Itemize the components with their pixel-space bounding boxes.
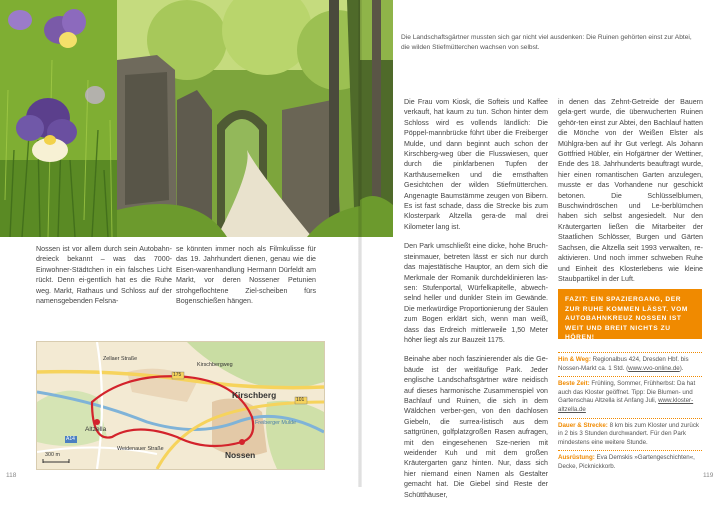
page-number-left: 118 [6, 472, 17, 479]
left-paragraph-2: se könnten immer noch als Filmkulisse für das 19. Jahrhundert dienen, genau wie die Eisen-warenhandlung Hermann Dürfeldt am Markt, vor deren Nossener Petunien strohgeflochtene Ziel-scheiben fürs Bogenschießen hängen. [176, 245, 316, 306]
info-link[interactable]: www.vvo-online.de [628, 364, 680, 372]
summary-tip-box: FAZIT: EIN SPAZIERGANG, DER ZUR RUHE KOMMEN LÄSST. VOM AUTOBAHNKREUZ NOSSEN IST WEIT UND BREIT NICHTS ZU HÖREN! [558, 289, 702, 339]
info-duration: Dauer & Strecke: 8 km bis zum Kloster und zurück in 2 bis 3 Stunden durchwandert. Für den Park mindestens eine weitere Stunde. [558, 418, 702, 448]
map-label-zellaer-strasse: Zellaer Straße [103, 356, 138, 362]
book-gutter [358, 0, 362, 487]
page-number-right: 119 [703, 472, 714, 479]
map-label-kirschbergweg: Kirschbergweg [197, 362, 233, 368]
monastery-ruins-photo-continued [360, 0, 393, 237]
route-map [36, 341, 325, 470]
right-paragraph-3: Beinahe aber noch faszinierender als die Ge-bäude ist der weitläufige Park. Jeder englische Landschaftsgärtner wäre neidisch auf dieses harmonische Zusammenspiel von Bachlauf und Ruinen, die sich in dem Wäldchen verber-gen, von den dachlosen Giebeln, die surrea-listisch aus dem sattgrünen, golfplatzgroßen Rasen aufragen, mit den eingesehenen Sze-nerien mit weidender Kuh und mit dem großen Kräutergarten ganz hinten. Nur, dass sich hier niemand einen Namen als Gestalter gemacht hat. Die Giebel sind Reste der Schütthäuser, [404, 355, 548, 499]
pansy-flowers-photo [0, 0, 117, 237]
photo-caption: Die Landschaftsgärtner mussten sich gar nicht viel ausdenken: Die Ruinen gehörten einst zur Abtei, die wilden Stiefmütterchen wachsen von selbst. [401, 34, 692, 51]
map-label-freiberger-mulde: Freiberger Mulde [255, 420, 297, 426]
map-label-kirschberg: Kirschberg [232, 390, 277, 400]
info-label: Hin & Weg: [558, 356, 591, 363]
right-paragraph-4: in denen das Zehnt-Getreide der Bauern gela-gert wurde, die überwucherten Ruinen gehör-ten einst zur Abtei, den Bachlauf hatten die Mönche von der Weißen Elster als Mühlgra-ben auf ihr Gut verlegt. Als Johann Gottfried Hübler, ein Hofgärtner der Wettiner, Ende des 18. Jahrhunderts beauftragt wurde, hier einen romantischen Garten anzulegen, musste er das Vorhandene nur geschickt betonen. Die Schlüsselblumen, Buschwindröschen und Le-berblümchen haben sich selbst angesiedelt. Nur den Kräutergarten ließen die Mitarbeiter der Staatlichen Schlösser, Burgen und Gärten Sachsen, die Altzella seit 1993 verwalten, re-aktivieren. Und noch immer schweben Ruhe und Einheit des Klosterlebens wie kleine Staubpartikel in der Luft. [558, 98, 703, 283]
info-best-time: Beste Zeit: Frühling, Sommer, Frühherbst: Da hat auch das Kloster geöffnet. Tipp: Die Blumen- und Gartenschau Altzella ist Anfang Juli, www.kloster-altzella.de [558, 376, 702, 414]
info-label: Beste Zeit: [558, 380, 590, 388]
destination-point [94, 419, 100, 425]
monastery-ruins-photo [117, 0, 393, 237]
map-label-nossen: Nossen [225, 450, 256, 460]
left-text-column-2 [176, 244, 316, 315]
info-box [558, 352, 702, 475]
map-scale-label: 300 m [45, 452, 60, 458]
left-paragraph-1: Nossen ist vor allem durch sein Autobahn-dreieck bekannt – was das 7000-Einwohner-Städtchen in ein falsches Licht rückt. Denn ei-gentlich hat es die Ruhe weg. Markt, Rathaus und Schloss auf der namensgebenden Felsna- [36, 245, 172, 306]
map-label-175: 175 [173, 372, 182, 378]
map-label-a14: A14 [66, 436, 75, 442]
info-travel: Hin & Weg: Regionalbus 424, Dresden Hbf. bis Nossen-Markt ca. 1 Std. (www.vvo-online.de). [558, 352, 702, 373]
map-label-weidenauer-strasse: Weidenauer Straße [117, 446, 164, 452]
map-label-altzella: Altzella [85, 426, 107, 433]
forest-area [266, 401, 324, 469]
right-paragraph-1: Die Frau vom Kiosk, die Softeis und Kaffee verkauft, hat kaum zu tun. Schon hinter dem Schloss wird es vollends ländlich: Die Pöppel-mannbrücke führt über die Freiberger Mulde, und dann beginnt auch schon der Kirschberg-weg über die Flusswiesen, quer durch die pinkfarbenen Tupfen der Karthäusernelken und die ernsthaften Gesichtchen der wilden Stiefmütterchen. Angenagte Baumstämme zeugen von Bibern. Es ist fast schade, dass die Strecke bis zum Klosterpark Altzella gera-de mal drei Kilometer lang ist. [404, 98, 548, 231]
start-point [239, 439, 245, 445]
right-paragraph-2: Den Park umschließt eine dicke, hohe Bruch-steinmauer, betreten lässt er sich nur durch das majestätische Hauptor, an dem sich die Merkmale der Romanik durchdeklinieren las-sen: Stufenportal, Würfelkapitelle, abwech-selnd heller und dunkler Stein im Gewände. Die merkwürdige Proportionierung der Säulen zum Bogen erklärt sich, wenn man weiß, dass das Erdreich mittlerweile 1,50 Meter höher liegt als zur Bauzeit 1175. [404, 242, 548, 344]
info-link[interactable]: www.kloster-altzella.de [558, 397, 694, 413]
map-label-101: 101 [296, 397, 305, 403]
info-label: Dauer & Strecke: [558, 421, 608, 429]
left-text-column-1 [36, 244, 172, 315]
info-equipment: Ausrüstung: Eva Demskis »Gartengeschichten«, Decke, Picknickkorb. [558, 450, 702, 471]
right-text-column-1 [404, 97, 548, 509]
right-text-column-2 [558, 97, 703, 293]
left-page [0, 0, 360, 487]
info-label: Ausrüstung: [558, 454, 595, 462]
